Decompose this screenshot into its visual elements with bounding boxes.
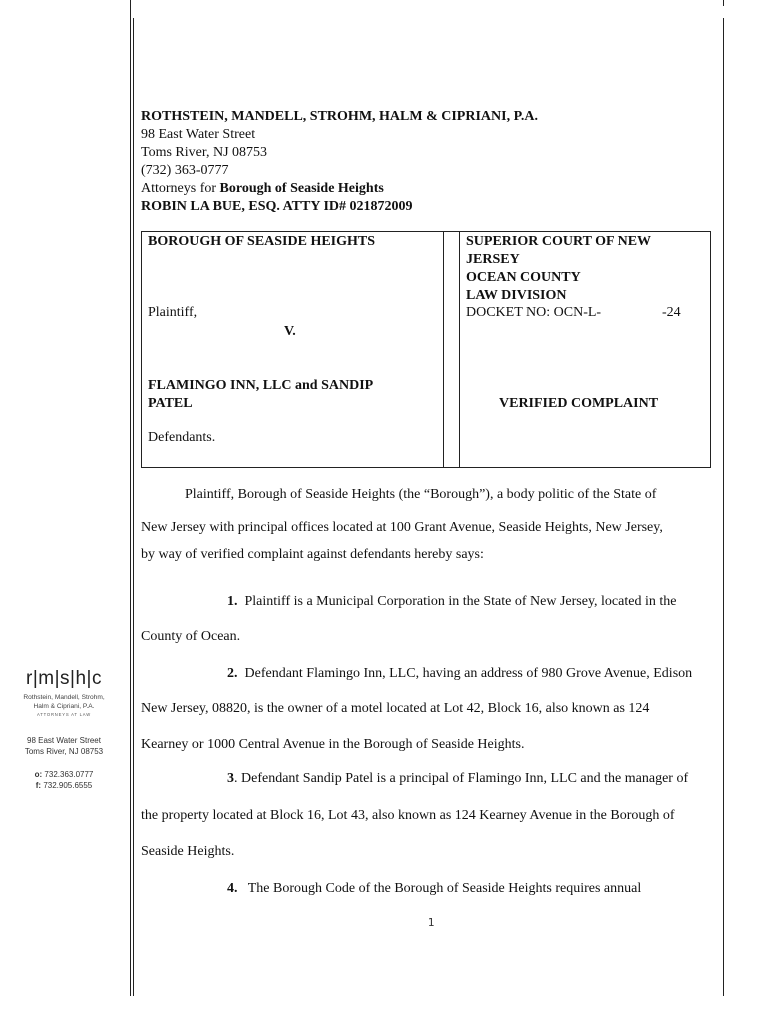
paragraph-3-line1: . Defendant Sandip Patel is a principal of Flamingo Inn, LLC and the manager of — [234, 771, 689, 786]
firm-address — [0, 735, 128, 757]
address-line1: 98 East Water Street — [27, 736, 101, 746]
plaintiff-name: BOROUGH OF SEASIDE HEIGHTS — [148, 234, 376, 249]
fax-phone: 732.905.6555 — [43, 781, 93, 791]
paragraph-2-cont2 — [141, 737, 722, 753]
left-margin-rule — [130, 0, 131, 996]
paragraph-4-number: 4. — [227, 881, 238, 896]
left-margin-rule-inner — [133, 18, 134, 996]
firm-logo: r|m|s|h|c — [26, 668, 102, 689]
paragraph-2-line3: Kearney or 1000 Central Avenue in the Borough of Seaside Heights. — [141, 737, 525, 752]
docket-suffix: -24 — [662, 305, 681, 320]
paragraph-3-cont2 — [141, 844, 722, 860]
document-title: VERIFIED COMPLAINT — [499, 396, 659, 411]
intro-line1 — [141, 487, 722, 503]
firm-phone: (732) 363-0777 — [141, 163, 229, 178]
paragraph-1-line1: Plaintiff is a Municipal Corporation in the State of New Jersey, located in the — [244, 594, 677, 609]
paragraph-3-line2: the property located at Block 16, Lot 43, also known as 124 Kearney Avenue in the Borough of — [141, 808, 675, 823]
right-margin-rule — [723, 18, 724, 996]
top-right-mark — [723, 0, 724, 6]
court-division: LAW DIVISION — [466, 288, 567, 303]
client-name: Borough of Seaside Heights — [219, 181, 384, 196]
intro-line3-text: by way of verified complaint against defendants hereby says: — [141, 547, 484, 562]
paragraph-2 — [141, 666, 722, 682]
attorney-id: ROBIN LA BUE, ESQ. ATTY ID# 021872009 — [141, 199, 413, 214]
defendants-names — [148, 377, 373, 413]
firm-name-small — [0, 694, 128, 711]
firm-phones — [0, 769, 128, 791]
paragraph-3-line3: Seaside Heights. — [141, 844, 235, 859]
address-line2: Toms River, NJ 08753 — [24, 747, 104, 757]
paragraph-3 — [141, 771, 722, 787]
docket-prefix: DOCKET NO: OCN-L- — [466, 305, 602, 320]
plaintiff-label: Plaintiff, — [148, 305, 198, 320]
versus: V. — [284, 324, 296, 339]
paragraph-2-cont1 — [141, 701, 722, 717]
fax-label: f: — [35, 781, 42, 791]
court-line2: JERSEY — [466, 252, 520, 267]
firm-sidebar — [0, 668, 128, 791]
top-left-mark — [130, 0, 131, 6]
paragraph-1-line2: County of Ocean. — [141, 629, 241, 644]
attorneys-for-line — [141, 180, 538, 198]
firm-street: 98 East Water Street — [141, 127, 256, 142]
attorney-header — [141, 108, 538, 216]
paragraph-1 — [141, 594, 722, 610]
docket-number — [466, 304, 706, 322]
paragraph-4 — [141, 881, 722, 897]
paragraph-2-line2: New Jersey, 08820, is the owner of a motel located at Lot 42, Block 16, also known as 124 — [141, 701, 650, 716]
fax-phone-line — [0, 780, 128, 791]
court-county: OCEAN COUNTY — [466, 270, 581, 285]
court-line1: SUPERIOR COURT OF NEW — [466, 234, 652, 249]
office-label: o: — [34, 770, 43, 780]
paragraph-1-number: 1. — [227, 594, 238, 609]
court-name — [466, 233, 651, 305]
attorneys-for-prefix: Attorneys for — [141, 181, 220, 196]
caption-divider-left — [443, 232, 444, 467]
firm-name: ROTHSTEIN, MANDELL, STROHM, HALM & CIPRIANI, P.A. — [141, 109, 538, 124]
office-phone-line — [0, 769, 128, 780]
paragraph-3-number: 3 — [227, 771, 234, 786]
paragraph-2-number: 2. — [227, 666, 238, 681]
firm-name-line1: Rothstein, Mandell, Strohm, — [23, 694, 105, 701]
firm-name-line2: Halm & Cipriani, P.A. — [33, 702, 95, 710]
firm-tagline: ATTORNEYS AT LAW — [37, 712, 91, 718]
intro-line2-text: New Jersey with principal offices located at 100 Grant Avenue, Seaside Heights, New Jersey, — [141, 520, 663, 535]
caption-divider-right — [459, 232, 460, 467]
paragraph-4-line1: The Borough Code of the Borough of Seaside Heights requires annual — [247, 881, 642, 896]
firm-city: Toms River, NJ 08753 — [141, 145, 268, 160]
intro-line1-text: Plaintiff, Borough of Seaside Heights (the “Borough”), a body politic of the State of — [185, 487, 657, 502]
paragraph-1-cont — [141, 629, 722, 645]
intro-line3 — [141, 547, 722, 563]
paragraph-3-cont1 — [141, 808, 722, 824]
defendants-line2: PATEL — [148, 396, 193, 411]
intro-line2 — [141, 520, 722, 536]
page-number: 1 — [427, 916, 435, 929]
paragraph-2-line1: Defendant Flamingo Inn, LLC, having an address of 980 Grove Avenue, Edison — [244, 666, 693, 681]
office-phone: 732.363.0777 — [44, 770, 94, 780]
case-caption — [141, 231, 711, 468]
defendants-label: Defendants. — [148, 430, 216, 445]
defendants-line1: FLAMINGO INN, LLC and SANDIP — [148, 378, 374, 393]
